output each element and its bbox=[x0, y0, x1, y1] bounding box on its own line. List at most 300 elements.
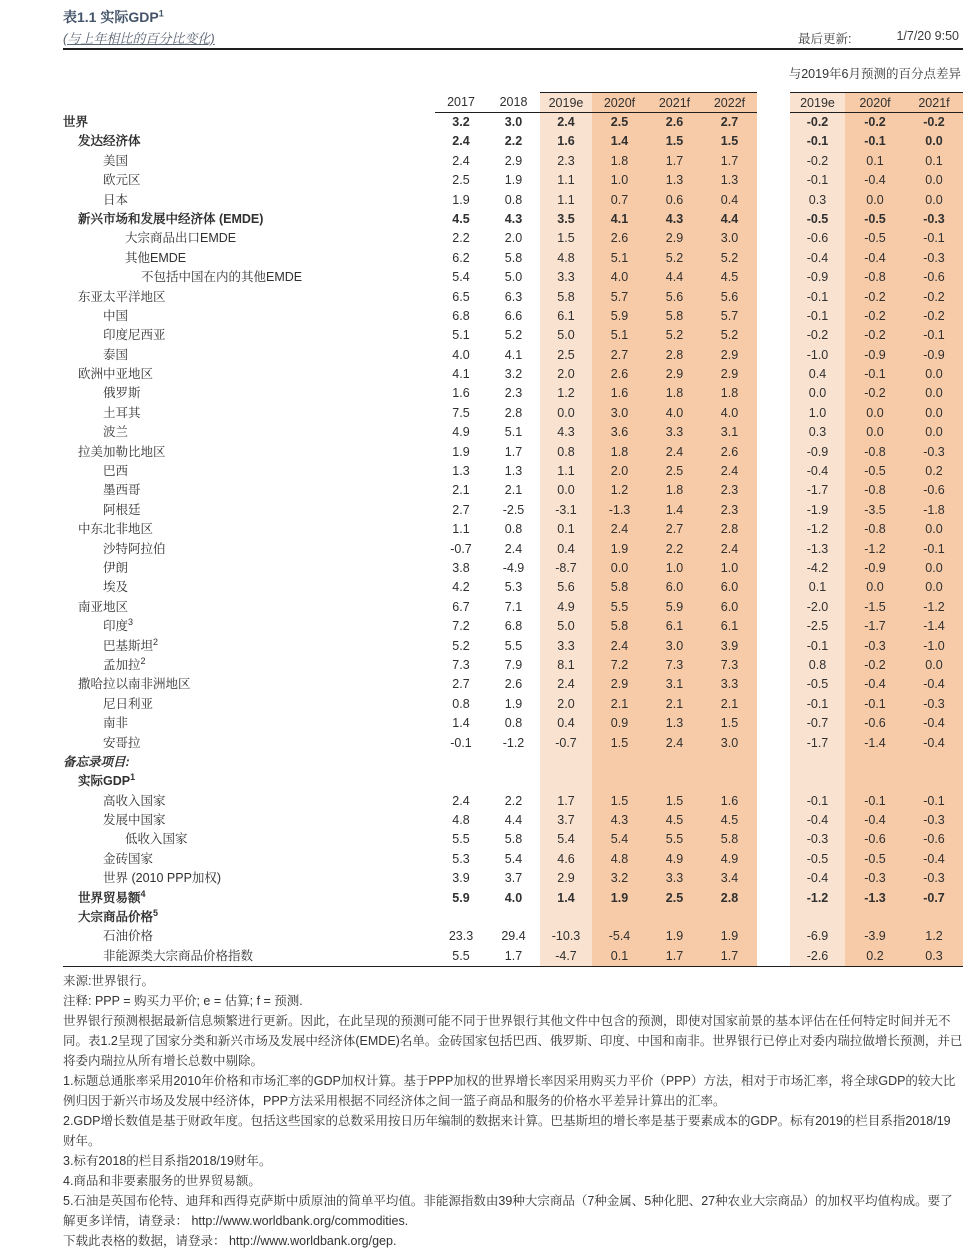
value-cell: 3.6 bbox=[592, 423, 647, 442]
page-title bbox=[63, 8, 963, 26]
diff-value-cell: -0.5 bbox=[845, 850, 905, 869]
table-row bbox=[63, 423, 963, 442]
page-title-footnote-marker: 1 bbox=[158, 8, 164, 19]
value-cell: -4.7 bbox=[540, 947, 592, 966]
value-cell: 1.7 bbox=[504, 948, 523, 963]
diff-value-cell: 0.0 bbox=[845, 191, 905, 210]
value-cell: 5.8 bbox=[592, 578, 647, 597]
diff-value-cell: -3.9 bbox=[845, 927, 905, 946]
diff-value-cell: -0.1 bbox=[845, 365, 905, 384]
last-updated bbox=[798, 29, 963, 47]
value-cell: 1.6 bbox=[702, 792, 757, 811]
value-cell: 2.5 bbox=[647, 462, 702, 481]
value-cell: 2.8 bbox=[702, 889, 757, 908]
group-gap bbox=[757, 889, 790, 908]
value-cell: 5.2 bbox=[702, 326, 757, 345]
value-cell: 7.3 bbox=[702, 656, 757, 675]
value-cell: 2.1 bbox=[504, 483, 523, 498]
diff-value-cell: 0.2 bbox=[905, 462, 963, 481]
table-row bbox=[63, 559, 963, 578]
row-footnote-marker: 3 bbox=[128, 617, 134, 627]
diff-value-cell: -1.4 bbox=[845, 734, 905, 753]
value-cell: 2.5 bbox=[647, 889, 702, 908]
group-gap bbox=[757, 908, 790, 927]
value-cell: 1.9 bbox=[592, 540, 647, 559]
diff-value-cell: -0.8 bbox=[845, 268, 905, 287]
value-cell: -3.1 bbox=[540, 501, 592, 520]
diff-value-cell: -0.1 bbox=[845, 792, 905, 811]
diff-value-cell: -0.3 bbox=[905, 443, 963, 462]
value-cell: 5.5 bbox=[647, 830, 702, 849]
table-row bbox=[63, 481, 963, 500]
diff-value-cell: -0.2 bbox=[845, 307, 905, 326]
value-cell: 2.4 bbox=[647, 443, 702, 462]
footnote-general: 世界银行预测根据最新信息频繁进行更新。因此，在此呈现的预测可能不同于世界银行其他文件中包含的预测，即使对国家前景的基本评估在任何特定时间并无不同。表1.2呈现了国家分类和新兴市场及发展中经济体(EMDE)名单。金砖国家包括巴西、俄罗斯、印度、中国和南非。世界银行已停止对委内瑞拉做增长预测，并已将委内瑞拉从所有增长总数中剔除。 bbox=[63, 1014, 963, 1069]
value-cell: 3.2 bbox=[452, 115, 470, 129]
row-label: 墨西哥 bbox=[103, 483, 141, 498]
table-row bbox=[63, 598, 963, 617]
value-cell: 4.5 bbox=[702, 811, 757, 830]
diff-value-cell: -0.4 bbox=[905, 850, 963, 869]
value-cell bbox=[592, 753, 647, 772]
diff-value-cell: -0.3 bbox=[845, 869, 905, 888]
diff-value-cell: -1.7 bbox=[790, 734, 845, 753]
value-cell: 4.5 bbox=[647, 811, 702, 830]
value-cell: 1.5 bbox=[647, 792, 702, 811]
value-cell: 5.4 bbox=[452, 270, 470, 285]
diff-value-cell: -0.2 bbox=[905, 307, 963, 326]
table-row bbox=[63, 811, 963, 830]
value-cell: 5.8 bbox=[504, 250, 523, 265]
table-row bbox=[63, 462, 963, 481]
value-cell: 2.6 bbox=[702, 443, 757, 462]
row-label: 南非 bbox=[103, 716, 129, 731]
value-cell bbox=[540, 772, 592, 791]
value-cell: 2.0 bbox=[540, 695, 592, 714]
value-cell: 5.2 bbox=[647, 326, 702, 345]
diff-value-cell bbox=[845, 772, 905, 791]
diff-value-cell: -0.1 bbox=[905, 326, 963, 345]
row-label: 东亚太平洋地区 bbox=[78, 289, 166, 304]
row-label: 巴西 bbox=[103, 464, 129, 479]
value-cell: 1.7 bbox=[702, 947, 757, 966]
diff-value-cell: -0.4 bbox=[790, 869, 845, 888]
row-label: 沙特阿拉伯 bbox=[103, 541, 166, 556]
value-cell: 5.8 bbox=[702, 830, 757, 849]
value-cell: 4.0 bbox=[647, 404, 702, 423]
diff-value-cell: -6.9 bbox=[790, 927, 845, 946]
value-cell: 0.0 bbox=[540, 481, 592, 500]
table-row bbox=[63, 947, 963, 966]
value-cell: 1.4 bbox=[540, 889, 592, 908]
row-label: 低收入国家 bbox=[125, 832, 188, 847]
group-gap bbox=[757, 927, 790, 946]
value-cell bbox=[487, 908, 540, 927]
value-cell: 5.9 bbox=[592, 307, 647, 326]
row-footnote-marker: 1 bbox=[130, 772, 136, 783]
diff-value-cell: 0.8 bbox=[790, 656, 845, 675]
row-label: 印度$^3$ bbox=[103, 617, 134, 634]
table-row bbox=[63, 365, 963, 384]
value-cell: 3.9 bbox=[452, 871, 470, 886]
diff-column-header-2019e: 2019e bbox=[790, 92, 845, 113]
value-cell: 5.2 bbox=[647, 249, 702, 268]
group-gap bbox=[757, 811, 790, 830]
value-cell: 4.0 bbox=[504, 890, 523, 905]
value-cell: 3.3 bbox=[647, 423, 702, 442]
value-cell: 0.6 bbox=[647, 191, 702, 210]
value-cell: 1.9 bbox=[702, 927, 757, 946]
value-cell: 1.3 bbox=[647, 171, 702, 190]
diff-value-cell: -0.4 bbox=[905, 714, 963, 733]
value-cell: 4.3 bbox=[592, 811, 647, 830]
value-cell: 2.4 bbox=[702, 462, 757, 481]
value-cell: 2.9 bbox=[540, 869, 592, 888]
value-cell: 0.4 bbox=[702, 191, 757, 210]
value-cell: 6.8 bbox=[504, 619, 523, 634]
group-gap bbox=[757, 481, 790, 500]
table-row bbox=[63, 927, 963, 946]
row-label: 其他EMDE bbox=[125, 250, 187, 265]
diff-value-cell: -0.2 bbox=[790, 113, 845, 132]
value-cell: 5.8 bbox=[592, 617, 647, 636]
value-cell bbox=[647, 772, 702, 791]
value-cell: 2.1 bbox=[592, 695, 647, 714]
diff-value-cell: -0.1 bbox=[845, 695, 905, 714]
value-cell: 2.6 bbox=[592, 229, 647, 248]
value-cell: 0.1 bbox=[540, 520, 592, 539]
diff-value-cell: 0.1 bbox=[845, 152, 905, 171]
row-label: 伊朗 bbox=[103, 560, 129, 575]
value-cell: 5.9 bbox=[452, 890, 470, 905]
table-row bbox=[63, 850, 963, 869]
value-cell: 1.3 bbox=[452, 464, 470, 479]
value-cell: 1.5 bbox=[702, 132, 757, 151]
group-gap bbox=[757, 792, 790, 811]
row-label: 大宗商品价格$^5$ bbox=[78, 908, 159, 925]
group-gap bbox=[757, 520, 790, 539]
group-gap bbox=[757, 501, 790, 520]
value-cell: 2.4 bbox=[647, 734, 702, 753]
value-cell: 1.4 bbox=[452, 716, 470, 731]
row-label: 金砖国家 bbox=[103, 851, 154, 866]
value-cell: 5.2 bbox=[702, 249, 757, 268]
group-gap bbox=[757, 346, 790, 365]
value-cell: 2.4 bbox=[540, 113, 592, 132]
value-cell: 1.7 bbox=[702, 152, 757, 171]
value-cell: 6.3 bbox=[504, 289, 523, 304]
diff-value-cell: 0.0 bbox=[845, 423, 905, 442]
row-label: 美国 bbox=[103, 153, 129, 168]
diff-value-cell: 0.0 bbox=[905, 404, 963, 423]
value-cell: 2.7 bbox=[592, 346, 647, 365]
value-cell: 4.8 bbox=[540, 249, 592, 268]
value-cell: 1.8 bbox=[647, 384, 702, 403]
diff-value-cell: -0.3 bbox=[905, 210, 963, 229]
diff-value-cell: 0.0 bbox=[905, 191, 963, 210]
value-cell: 0.4 bbox=[540, 714, 592, 733]
value-cell: -4.9 bbox=[502, 560, 525, 575]
value-cell: 1.3 bbox=[647, 714, 702, 733]
value-cell: 1.5 bbox=[540, 229, 592, 248]
table-row bbox=[63, 326, 963, 345]
value-cell: 4.5 bbox=[452, 211, 470, 226]
value-cell: 5.9 bbox=[647, 598, 702, 617]
value-cell: 5.6 bbox=[702, 288, 757, 307]
value-cell bbox=[435, 753, 487, 772]
value-cell bbox=[540, 753, 592, 772]
diff-value-cell: -0.6 bbox=[845, 714, 905, 733]
value-cell: 1.8 bbox=[702, 384, 757, 403]
row-footnote-marker: 2 bbox=[140, 655, 146, 666]
value-cell: 5.0 bbox=[540, 326, 592, 345]
value-cell: 0.0 bbox=[540, 404, 592, 423]
diff-value-cell: -0.6 bbox=[790, 229, 845, 248]
value-cell: 3.3 bbox=[647, 869, 702, 888]
row-label: 印度尼西亚 bbox=[103, 328, 166, 343]
value-cell: 1.6 bbox=[540, 132, 592, 151]
value-cell: 3.0 bbox=[592, 404, 647, 423]
table-row bbox=[63, 637, 963, 656]
value-cell: 1.5 bbox=[702, 714, 757, 733]
value-cell: 5.5 bbox=[504, 638, 523, 653]
value-cell: 6.5 bbox=[452, 289, 470, 304]
value-cell: 2.8 bbox=[702, 520, 757, 539]
diff-value-cell bbox=[845, 908, 905, 927]
row-label: 发展中国家 bbox=[103, 813, 166, 828]
diff-value-cell: -1.0 bbox=[790, 346, 845, 365]
table-row bbox=[63, 889, 963, 908]
row-label: 高收入国家 bbox=[103, 793, 166, 808]
group-gap bbox=[757, 268, 790, 287]
diff-value-cell: -0.1 bbox=[790, 171, 845, 190]
group-gap bbox=[757, 229, 790, 248]
diff-value-cell: -0.1 bbox=[790, 637, 845, 656]
value-cell: 5.1 bbox=[592, 326, 647, 345]
value-cell: 6.1 bbox=[702, 617, 757, 636]
table-row bbox=[63, 249, 963, 268]
diff-value-cell: -0.1 bbox=[905, 792, 963, 811]
value-cell: 5.7 bbox=[702, 307, 757, 326]
value-cell: 2.4 bbox=[452, 134, 470, 149]
value-cell bbox=[435, 772, 487, 791]
row-label: 俄罗斯 bbox=[103, 386, 141, 401]
value-cell: 1.3 bbox=[504, 464, 523, 479]
value-cell: 1.9 bbox=[592, 889, 647, 908]
value-cell bbox=[435, 908, 487, 927]
group-gap bbox=[757, 249, 790, 268]
row-label: 不包括中国在内的其他EMDE bbox=[141, 270, 303, 285]
value-cell: 0.8 bbox=[504, 522, 523, 537]
value-cell: 2.8 bbox=[504, 405, 523, 420]
table-row bbox=[63, 675, 963, 694]
header-spacer bbox=[63, 92, 435, 113]
table-row bbox=[63, 734, 963, 753]
value-cell: 5.1 bbox=[504, 425, 523, 440]
diff-value-cell: -0.1 bbox=[905, 229, 963, 248]
diff-value-cell: 0.1 bbox=[790, 578, 845, 597]
value-cell: 4.4 bbox=[702, 210, 757, 229]
value-cell: 2.4 bbox=[504, 541, 523, 556]
group-gap bbox=[757, 326, 790, 345]
group-gap bbox=[757, 617, 790, 636]
diff-value-cell: 0.1 bbox=[905, 152, 963, 171]
value-cell: 6.7 bbox=[452, 599, 470, 614]
table-row bbox=[63, 113, 963, 132]
row-footnote-marker: 2 bbox=[153, 636, 159, 647]
value-cell: 1.9 bbox=[504, 696, 523, 711]
diff-value-cell: 0.0 bbox=[905, 171, 963, 190]
value-cell: 5.0 bbox=[540, 617, 592, 636]
value-cell: 3.2 bbox=[504, 367, 523, 382]
table-row bbox=[63, 714, 963, 733]
value-cell: 2.9 bbox=[647, 365, 702, 384]
diff-value-cell: -0.8 bbox=[845, 481, 905, 500]
value-cell: 5.4 bbox=[592, 830, 647, 849]
value-cell: 1.3 bbox=[702, 171, 757, 190]
value-cell: 2.9 bbox=[702, 346, 757, 365]
diff-value-cell: 0.0 bbox=[905, 384, 963, 403]
group-gap bbox=[757, 753, 790, 772]
diff-value-cell: -0.3 bbox=[905, 695, 963, 714]
diff-value-cell bbox=[845, 753, 905, 772]
group-gap bbox=[757, 830, 790, 849]
value-cell: 6.1 bbox=[647, 617, 702, 636]
diff-value-cell: -0.8 bbox=[845, 520, 905, 539]
diff-value-cell: 0.0 bbox=[905, 559, 963, 578]
row-label: 非能源类大宗商品价格指数 bbox=[103, 948, 254, 963]
value-cell: 29.4 bbox=[501, 929, 526, 944]
value-cell: 3.1 bbox=[702, 423, 757, 442]
value-cell: 1.8 bbox=[592, 443, 647, 462]
value-cell: 0.8 bbox=[540, 443, 592, 462]
diff-value-cell: 0.0 bbox=[905, 423, 963, 442]
value-cell: 0.7 bbox=[592, 191, 647, 210]
value-cell: 3.8 bbox=[452, 560, 470, 575]
value-cell: 5.8 bbox=[647, 307, 702, 326]
row-label: 泰国 bbox=[103, 347, 129, 362]
value-cell: 4.0 bbox=[592, 268, 647, 287]
diff-value-cell: -0.4 bbox=[905, 734, 963, 753]
table-row bbox=[63, 210, 963, 229]
value-cell: -10.3 bbox=[540, 927, 592, 946]
group-gap bbox=[757, 656, 790, 675]
footnote-3: 3.标有2018的栏目系指2018/19财年。 bbox=[63, 1154, 272, 1169]
diff-value-cell: -1.2 bbox=[905, 598, 963, 617]
diff-value-cell: -0.2 bbox=[905, 288, 963, 307]
diff-value-cell: -0.3 bbox=[905, 811, 963, 830]
table-row bbox=[63, 520, 963, 539]
value-cell: 4.4 bbox=[647, 268, 702, 287]
diff-value-cell: -0.3 bbox=[845, 637, 905, 656]
value-cell: 0.8 bbox=[452, 696, 470, 711]
diff-value-cell: -0.4 bbox=[845, 171, 905, 190]
value-cell: 1.8 bbox=[647, 481, 702, 500]
diff-value-cell: -0.2 bbox=[790, 152, 845, 171]
diff-value-cell: -0.1 bbox=[790, 307, 845, 326]
value-cell: 3.3 bbox=[702, 675, 757, 694]
footnote-download: 下载此表格的数据，请登录： http://www.worldbank.org/gep. bbox=[63, 1234, 397, 1249]
diff-value-cell: -0.1 bbox=[790, 132, 845, 151]
diff-value-cell: -0.5 bbox=[790, 675, 845, 694]
value-cell: 5.0 bbox=[504, 270, 523, 285]
diff-value-cell: 0.3 bbox=[790, 191, 845, 210]
group-gap bbox=[757, 288, 790, 307]
diff-value-cell: 0.2 bbox=[845, 947, 905, 966]
diff-value-cell: -1.3 bbox=[790, 540, 845, 559]
value-cell: 2.7 bbox=[452, 677, 470, 692]
value-cell: 4.2 bbox=[452, 580, 470, 595]
value-cell: 6.2 bbox=[452, 250, 470, 265]
row-label: 波兰 bbox=[103, 425, 129, 440]
row-label: 新兴市场和发展中经济体 (EMDE) bbox=[78, 211, 264, 226]
table-row bbox=[63, 384, 963, 403]
value-cell: 5.2 bbox=[452, 638, 470, 653]
diff-value-cell: -0.4 bbox=[845, 675, 905, 694]
value-cell: 3.0 bbox=[647, 637, 702, 656]
value-cell: 1.9 bbox=[452, 444, 470, 459]
diff-value-cell: -1.2 bbox=[790, 889, 845, 908]
value-cell: 1.9 bbox=[504, 173, 523, 188]
value-cell: 1.7 bbox=[504, 444, 523, 459]
table-row bbox=[63, 288, 963, 307]
diff-value-cell: -0.2 bbox=[845, 113, 905, 132]
footnote-2: 2.GDP增长数值是基于财政年度。包括这些国家的总数采用按日历年编制的数据来计算。巴基斯坦的增长率是基于要素成本的GDP。标有2019的栏目系指2018/19财年。 bbox=[63, 1114, 951, 1149]
diff-value-cell: -1.9 bbox=[790, 501, 845, 520]
value-cell bbox=[647, 753, 702, 772]
row-label: 尼日利亚 bbox=[103, 696, 154, 711]
value-cell: 3.7 bbox=[540, 811, 592, 830]
value-cell: 2.3 bbox=[702, 481, 757, 500]
diff-value-cell: -0.1 bbox=[790, 695, 845, 714]
value-cell: 2.6 bbox=[504, 677, 523, 692]
value-cell: 6.8 bbox=[452, 308, 470, 323]
diff-value-cell: -0.1 bbox=[790, 792, 845, 811]
diff-value-cell bbox=[790, 908, 845, 927]
diff-value-cell: -0.7 bbox=[790, 714, 845, 733]
diff-value-cell bbox=[905, 753, 963, 772]
diff-value-cell: 0.0 bbox=[905, 365, 963, 384]
diff-value-cell: -0.2 bbox=[845, 288, 905, 307]
diff-value-cell: -0.5 bbox=[845, 229, 905, 248]
row-footnote-marker: 4 bbox=[140, 888, 146, 899]
table-row bbox=[63, 191, 963, 210]
value-cell: 5.1 bbox=[592, 249, 647, 268]
value-cell: 2.3 bbox=[540, 152, 592, 171]
column-header-2019e: 2019e bbox=[540, 92, 592, 113]
value-cell: 1.6 bbox=[452, 386, 470, 401]
diff-group-caption: 与2019年6月预测的百分点差异 bbox=[788, 67, 961, 81]
value-cell: 1.1 bbox=[540, 462, 592, 481]
diff-value-cell: -0.5 bbox=[845, 462, 905, 481]
row-label: 中国 bbox=[103, 308, 129, 323]
value-cell bbox=[647, 908, 702, 927]
footnote-1: 1.标题总通胀率采用2010年价格和市场汇率的GDP加权计算。基于PPP加权的世界增长率因采用购买力平价（PPP）方法，相对于市场汇率，将全球GDP的较大比例归因于新兴市场及发展中经济体，PPP方法采用根据不同经济体之间一篮子商品和服务的价格水平差异计算出的汇率。 bbox=[63, 1074, 956, 1109]
value-cell: 3.9 bbox=[702, 637, 757, 656]
value-cell: 2.7 bbox=[647, 520, 702, 539]
value-cell: 2.4 bbox=[452, 793, 470, 808]
value-cell: 1.9 bbox=[452, 192, 470, 207]
value-cell: 4.8 bbox=[592, 850, 647, 869]
value-cell: 1.1 bbox=[540, 171, 592, 190]
value-cell: 0.9 bbox=[592, 714, 647, 733]
value-cell: 5.5 bbox=[452, 832, 470, 847]
value-cell: 4.0 bbox=[702, 404, 757, 423]
value-cell: 8.1 bbox=[540, 656, 592, 675]
value-cell: 1.2 bbox=[540, 384, 592, 403]
value-cell: 4.5 bbox=[702, 268, 757, 287]
value-cell: -0.1 bbox=[450, 735, 472, 750]
